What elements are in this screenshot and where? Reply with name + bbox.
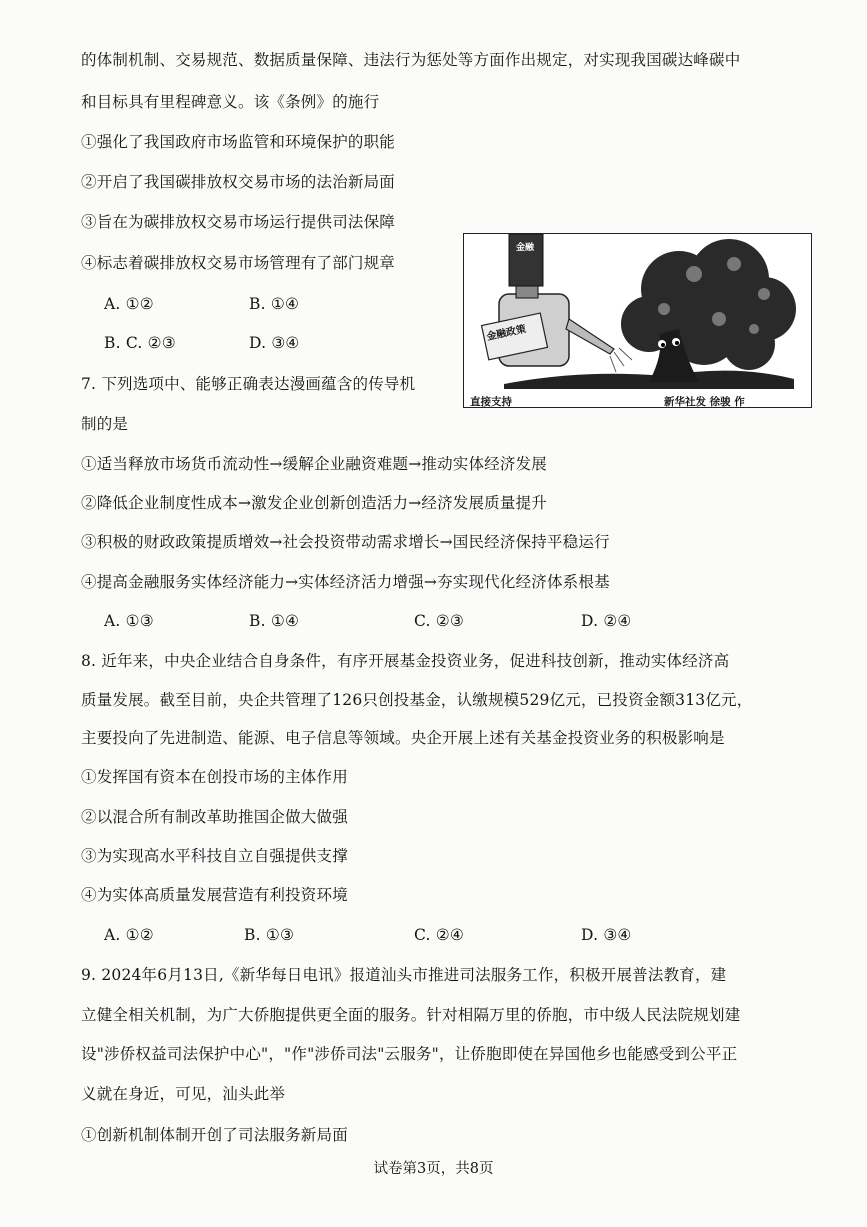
cartoon-label-top: 金融 [516, 243, 535, 253]
q6-stem-line-2: 和目标具有里程碑意义。该《条例》的施行 [81, 93, 380, 111]
q6-item-1: ①强化了我国政府市场监管和环境保护的职能 [81, 133, 396, 151]
q7-option-b: B. ①④ [249, 612, 300, 630]
q6-item-3: ③旨在为碳排放权交易市场运行提供司法保障 [81, 213, 396, 231]
q6-option-a: A. ①② [104, 295, 154, 313]
q7-option-d: D. ②④ [581, 612, 632, 630]
q7-stem-line-1: 7. 下列选项中、能够正确表达漫画蕴含的传导机 [81, 375, 416, 393]
q9-stem-line-4: 义就在身近，可见，汕头此举 [81, 1085, 286, 1103]
q8-option-c: C. ②④ [414, 926, 464, 944]
q7-item-2: ②降低企业制度性成本→激发企业创新创造活力→经济发展质量提升 [81, 494, 547, 512]
q6-stem-line-1: 的体制机制、交易规范、数据质量保障、违法行为惩处等方面作出规定，对实现我国碳达峰碳中 [81, 51, 741, 69]
page-footer: 试卷第3页，共8页 [373, 1161, 494, 1177]
q6-option-c: B. C. ②③ [104, 334, 176, 352]
q8-item-4: ④为实体高质量发展营造有利投资环境 [81, 886, 348, 904]
q9-stem-line-1: 9. 2024年6月13日,《新华每日电讯》报道汕头市推进司法服务工作，积极开展普法教育，建 [81, 966, 727, 984]
q8-stem-line-2: 质量发展。截至目前，央企共管理了126只创投基金，认缴规模529亿元，已投资金额313亿元， [81, 691, 753, 709]
q7-stem-line-2: 制的是 [81, 415, 129, 433]
q8-option-d: D. ③④ [581, 926, 632, 944]
q7-item-1: ①适当释放市场货币流动性→缓解企业融资难题→推动实体经济发展 [81, 455, 547, 473]
q8-option-a: A. ①② [104, 926, 154, 944]
q7-option-a: A. ①③ [104, 612, 154, 630]
q6-item-4: ④标志着碳排放权交易市场管理有了部门规章 [81, 254, 396, 272]
q8-option-b: B. ①③ [244, 926, 295, 944]
q9-stem-line-3: 设"涉侨权益司法保护中心"，"作"涉侨司法"云服务"，让侨胞即使在异国他乡也能感受到公平正 [81, 1045, 738, 1063]
q8-item-1: ①发挥国有资本在创投市场的主体作用 [81, 768, 348, 786]
q7-option-c: C. ②③ [414, 612, 464, 630]
q6-option-d: D. ③④ [249, 334, 300, 352]
q6-item-2: ②开启了我国碳排放权交易市场的法治新局面 [81, 173, 396, 191]
q6-option-b: B. ①④ [249, 295, 300, 313]
q8-item-3: ③为实现高水平科技自立自强提供支撑 [81, 847, 348, 865]
q7-item-3: ③积极的财政政策提质增效→社会投资带动需求增长→国民经济保持平稳运行 [81, 533, 610, 551]
q9-stem-line-2: 立健全相关机制，为广大侨胞提供更全面的服务。针对相隔万里的侨胞，市中级人民法院规划建 [81, 1006, 741, 1024]
q9-item-1: ①创新机制体制开创了司法服务新局面 [81, 1126, 348, 1144]
q8-stem-line-3: 主要投向了先进制造、能源、电子信息等领域。央企开展上述有关基金投资业务的积极影响是 [81, 729, 725, 747]
cartoon-figure [463, 233, 812, 408]
cartoon-caption-left: 直接支持 [470, 396, 512, 408]
q7-item-4: ④提高金融服务实体经济能力→实体经济活力增强→夯实现代化经济体系根基 [81, 573, 610, 591]
cartoon-caption-right: 新华社发 徐骏 作 [664, 396, 745, 408]
q8-item-2: ②以混合所有制改革助推国企做大做强 [81, 808, 348, 826]
q8-stem-line-1: 8. 近年来，中央企业结合自身条件，有序开展基金投资业务，促进科技创新，推动实体经济高 [81, 652, 730, 670]
cartoon-label-book: 金融政策 [485, 323, 528, 343]
